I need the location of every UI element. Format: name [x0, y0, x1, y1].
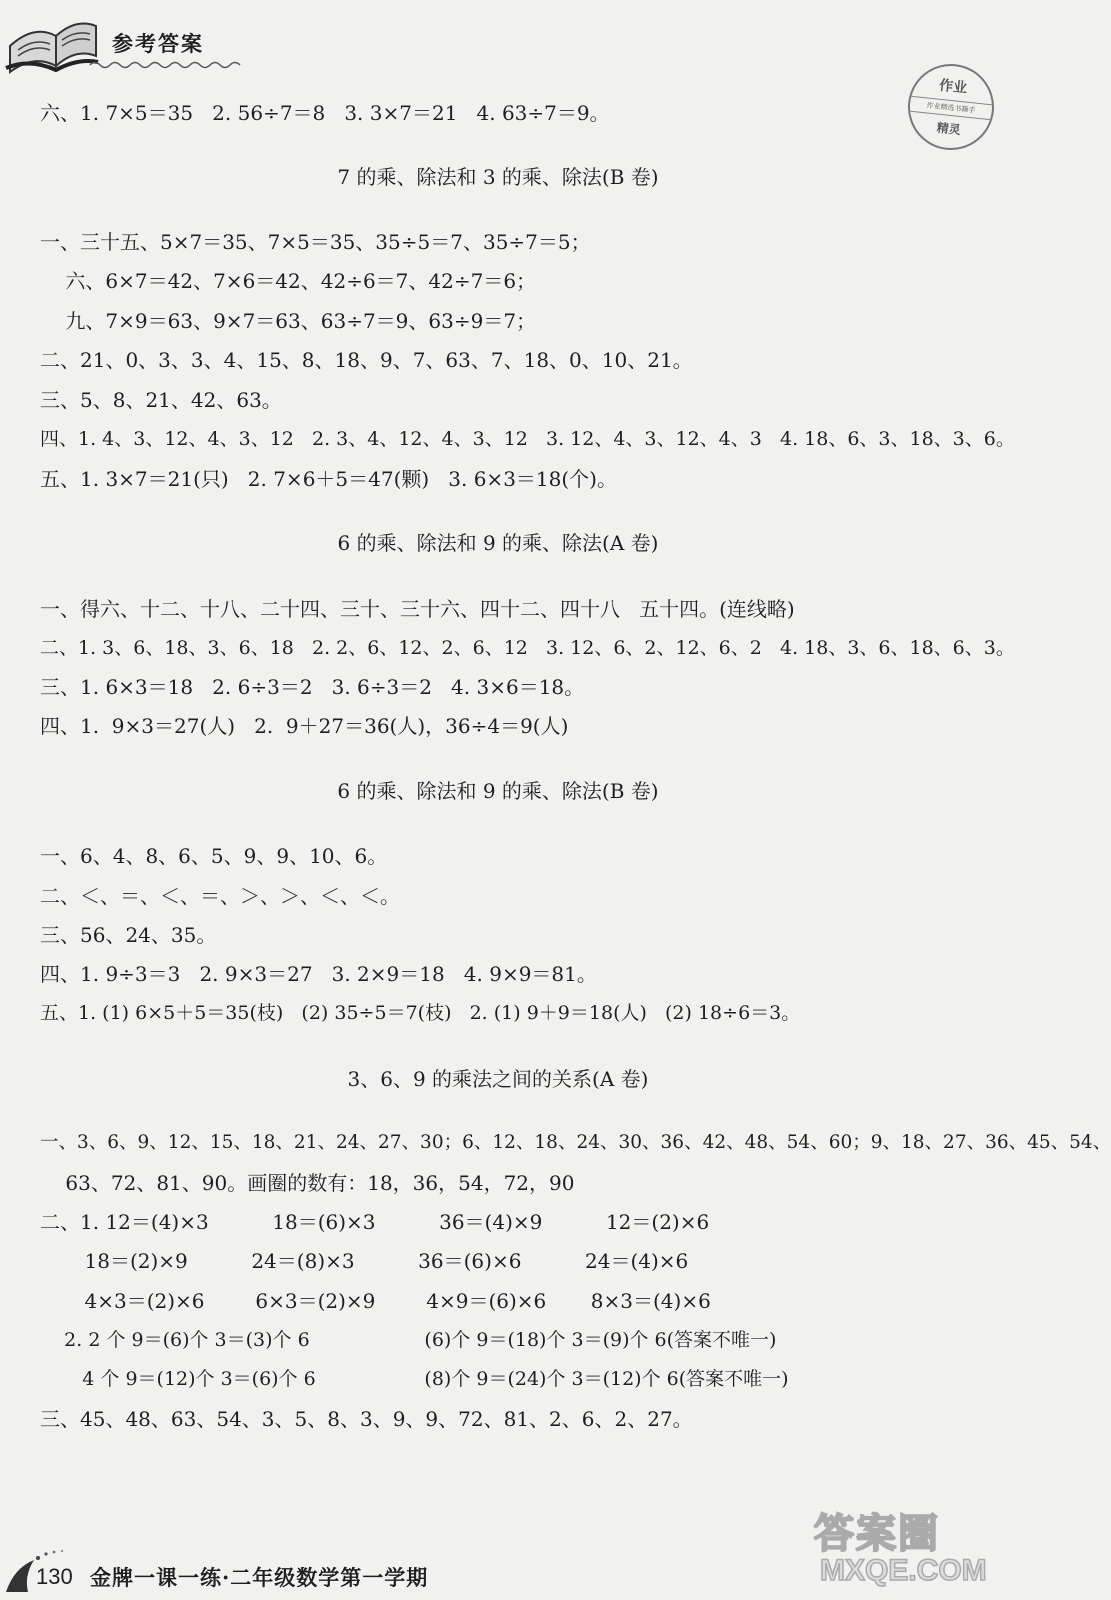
answer-line: 一、6、4、8、6、5、9、9、10、6。	[40, 844, 388, 868]
answer-line: 一、三十五、5×7＝35、7×5＝35、35÷5＝7、35÷7＝5；	[40, 230, 591, 254]
watermark-big-text: 答案圈	[814, 1510, 940, 1557]
answer-line: 三、1. 6×3＝18 2. 6÷3＝2 3. 6÷3＝2 4. 3×6＝18。	[40, 675, 585, 699]
answer-line: 2. 2 个 9＝(6)个 3＝(3)个 6 (6)个 9＝(18)个 3＝(9)个 6(答案不唯一)	[40, 1329, 777, 1351]
answer-line: 四、1. 9÷3＝3 2. 9×3＝27 3. 2×9＝18 4. 9×9＝81。	[40, 962, 597, 986]
open-book-icon	[4, 6, 100, 76]
section-title: 7 的乘、除法和 3 的乘、除法(B 卷)	[337, 165, 659, 189]
answer-line: 二、21、0、3、3、4、15、8、18、9、7、63、7、18、0、10、21。	[40, 348, 693, 372]
stamp-top-text: 作业	[938, 77, 968, 97]
answer-line: 三、5、8、21、42、63。	[40, 388, 282, 412]
answer-line: 六、6×7＝42、7×6＝42、42÷6＝7、42÷7＝6；	[40, 269, 537, 293]
answer-line: 二、1. 3、6、18、3、6、18 2. 2、6、12、2、6、12 3. 12、6、2、12、6、2 4. 18、3、6、18、6、3。	[40, 637, 1015, 659]
section-title: 6 的乘、除法和 9 的乘、除法(B 卷)	[337, 779, 659, 803]
stamp-middle-text: 作业精选书籍手	[909, 96, 992, 120]
page-number: 130	[36, 1564, 73, 1589]
answer-line: 63、72、81、90。画圈的数有：18，36，54，72，90	[40, 1171, 575, 1195]
answer-line: 三、56、24、35。	[40, 923, 217, 947]
watermark-logo	[806, 1502, 987, 1592]
answer-line: 五、1. 3×7＝21(只) 2. 7×6＋5＝47(颗) 3. 6×3＝18(个)。	[40, 467, 617, 491]
answer-line: 四、1. 4、3、12、4、3、12 2. 3、4、12、4、3、12 3. 12、4、3、12、4、3 4. 18、6、3、18、3、6。	[40, 428, 1015, 450]
book-title: 金牌一课一练·二年级数学第一学期	[90, 1565, 429, 1590]
answer-line: 18＝(2)×9 24＝(8)×3 36＝(6)×6 24＝(4)×6	[40, 1249, 689, 1273]
section-title: 6 的乘、除法和 9 的乘、除法(A 卷)	[337, 531, 659, 555]
header-wavy-line	[90, 60, 240, 70]
answer-line: 五、1. (1) 6×5＋5＝35(枝) (2) 35÷5＝7(枝) 2. (1) 9＋9＝18(人) (2) 18÷6＝3。	[40, 1002, 801, 1024]
answer-line: 三、45、48、63、54、3、5、8、3、9、9、72、81、2、6、2、27。	[40, 1407, 693, 1431]
answer-line: 一、3、6、9、12、15、18、21、24、27、30；6、12、18、24、30、36、42、48、54、60；9、18、27、36、45、54、	[40, 1132, 1111, 1153]
answer-line: 4 个 9＝(12)个 3＝(6)个 6 (8)个 9＝(24)个 3＝(12)个 6(答案不唯一)	[40, 1368, 789, 1390]
answer-line: 九、7×9＝63、9×7＝63、63÷7＝9、63÷9＝7；	[40, 309, 537, 333]
header-title: 参考答案	[112, 31, 204, 56]
answer-line: 二、＜、＝、＜、＝、＞、＞、＜、＜。	[40, 884, 400, 908]
answer-line: 二、1. 12＝(4)×3 18＝(6)×3 36＝(4)×9 12＝(2)×6	[40, 1210, 710, 1234]
answer-line: 4×3＝(2)×6 6×3＝(2)×9 4×9＝(6)×6 8×3＝(4)×6	[40, 1289, 711, 1313]
answer-line: 一、得六、十二、十八、二十四、三十、三十六、四十二、四十八 五十四。(连线略)	[40, 597, 795, 621]
stamp-bottom-text: 精灵	[936, 120, 962, 138]
watermark-small-text: MXQE.COM	[820, 1554, 987, 1587]
answer-line: 四、1. 9×3＝27(人) 2. 9＋27＝36(人)，36÷4＝9(人)	[40, 714, 569, 738]
section-title: 3、6、9 的乘法之间的关系(A 卷)	[347, 1067, 649, 1091]
stamp-logo	[904, 60, 999, 155]
answer-line: 六、1. 7×5＝35 2. 56÷7＝8 3. 3×7＝21 4. 63÷7＝9。	[40, 101, 610, 125]
